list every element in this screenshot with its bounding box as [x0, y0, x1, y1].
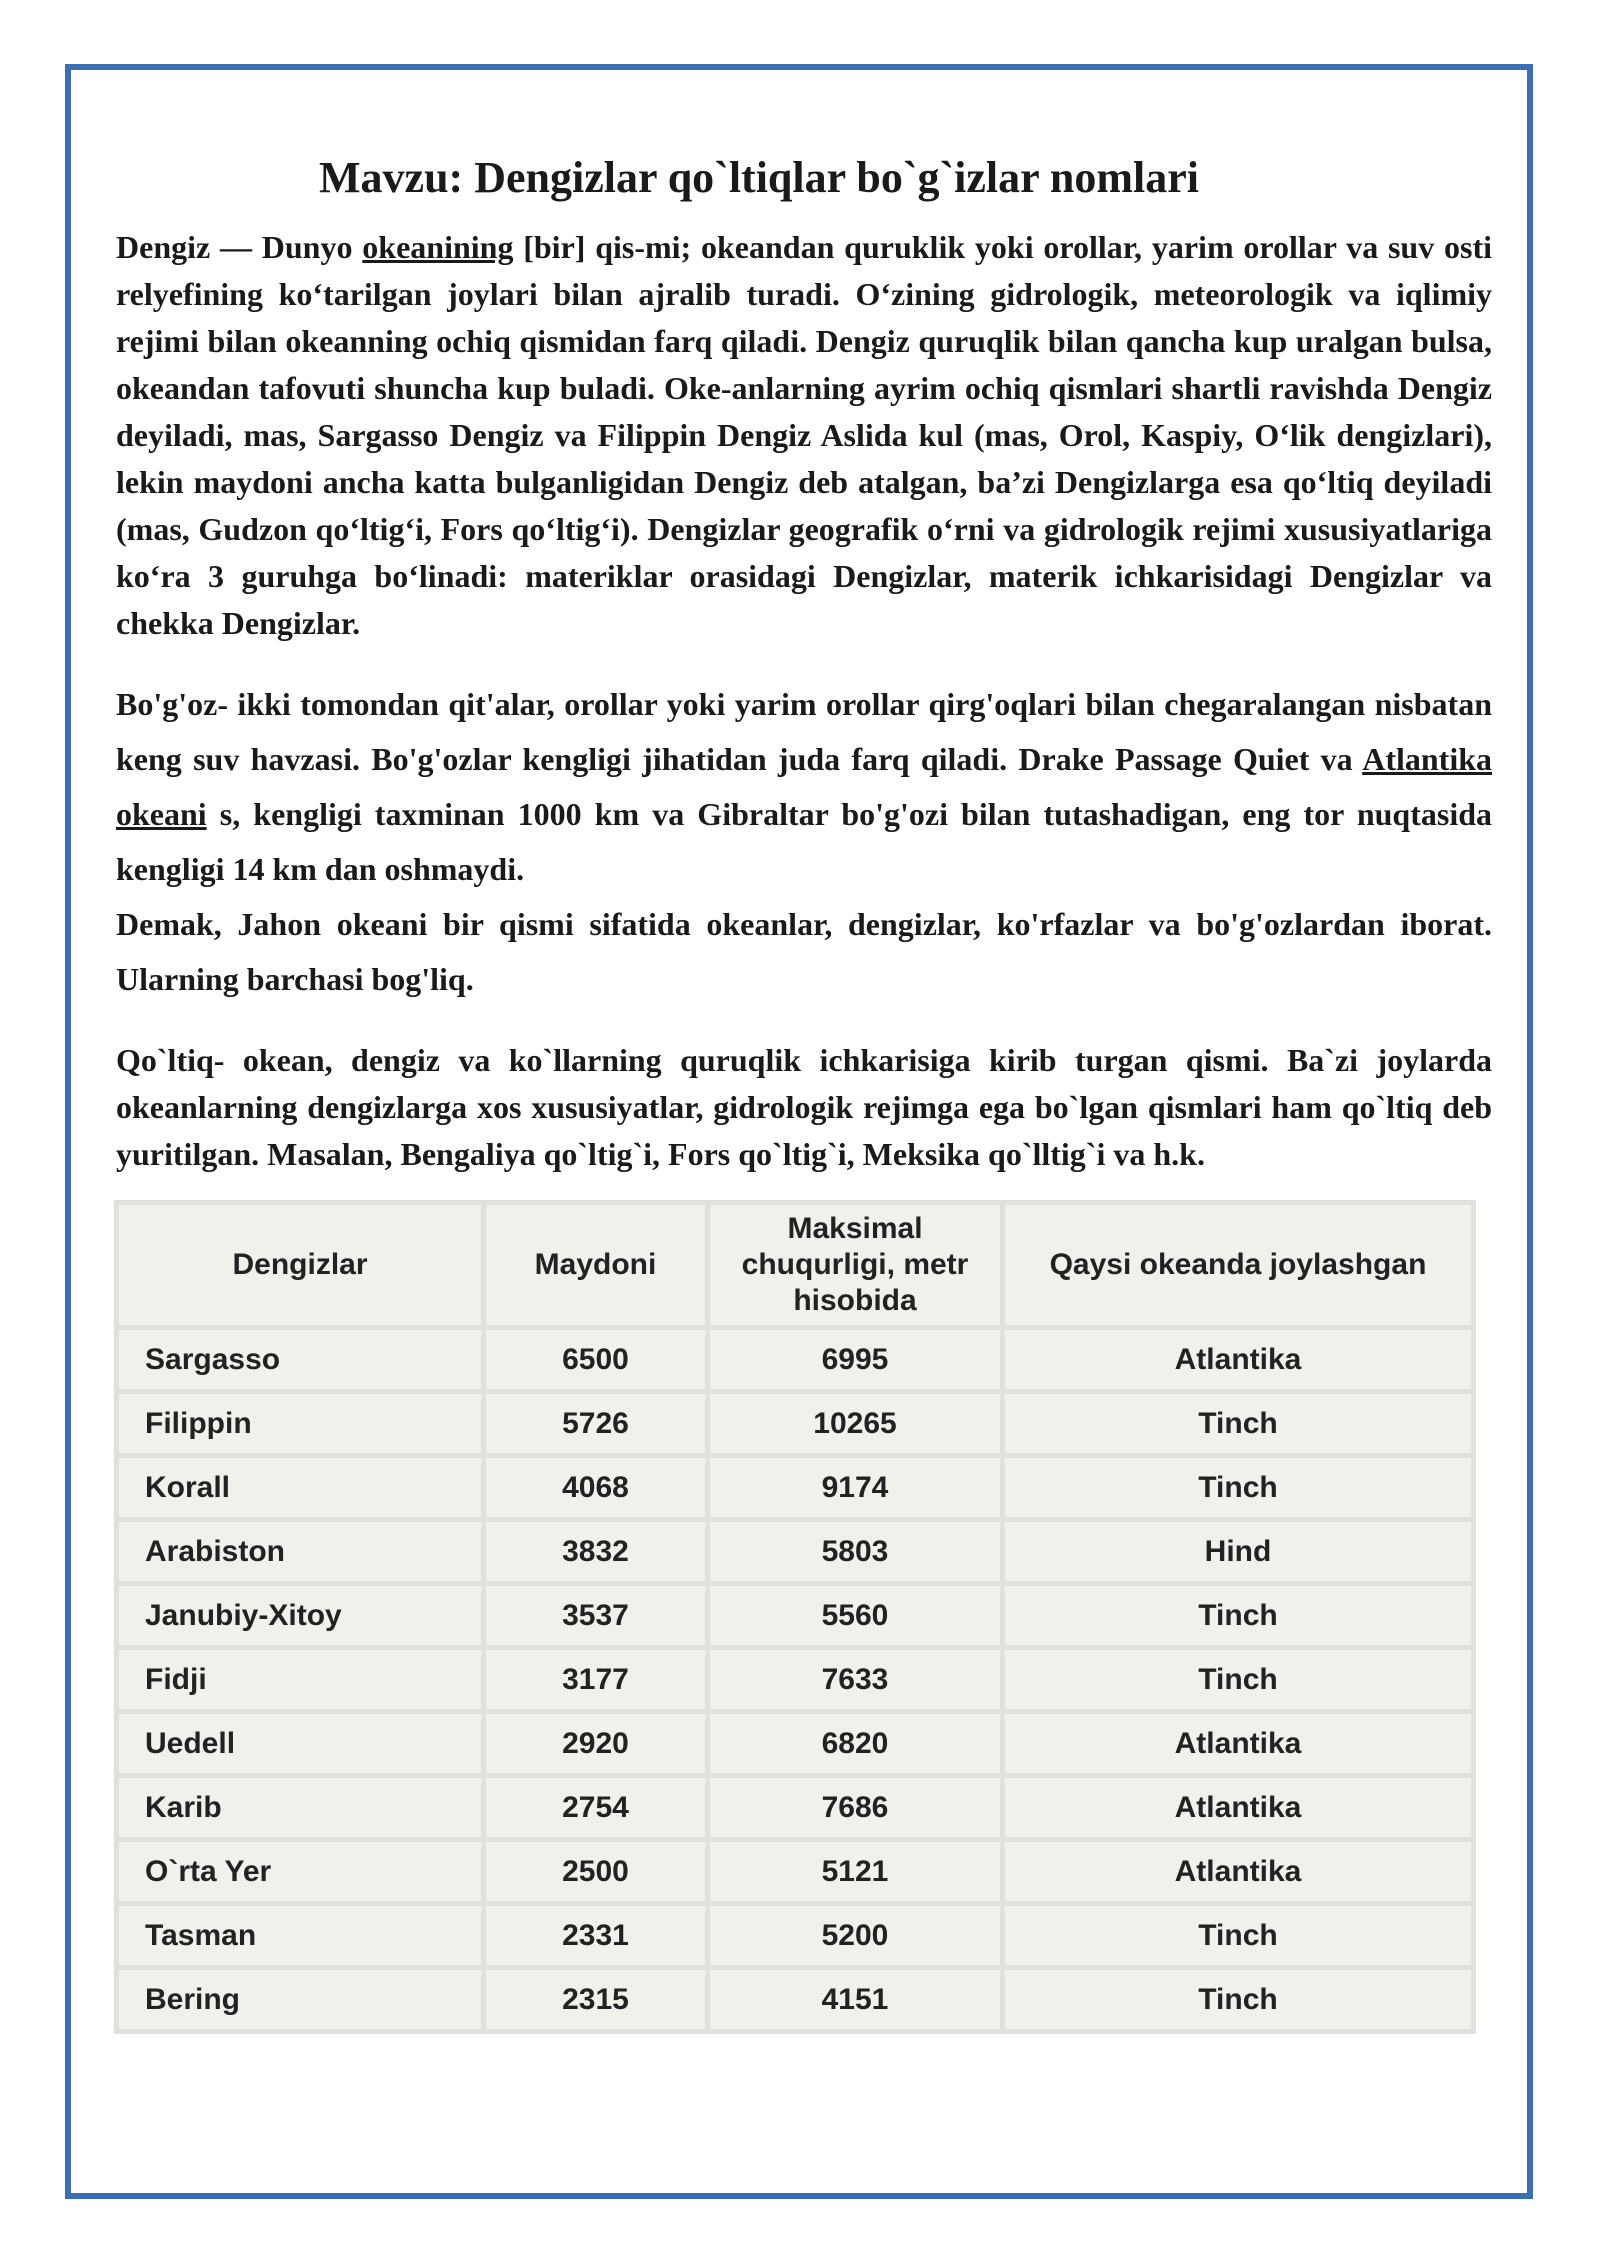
okeanining-link[interactable]: okeanining: [362, 229, 514, 265]
table-cell: 2920: [486, 1714, 705, 1773]
table-cell: Filippin: [119, 1394, 481, 1453]
table-row: [119, 1650, 1471, 1709]
table-cell: 2500: [486, 1842, 705, 1901]
table-cell: 2754: [486, 1778, 705, 1837]
table-cell: 4068: [486, 1458, 705, 1517]
table-row: [119, 1586, 1471, 1645]
column-header: Qaysi okeanda joylashgan: [1005, 1205, 1471, 1325]
table-cell: 3832: [486, 1522, 705, 1581]
table-cell: 6995: [710, 1330, 1000, 1389]
table-cell: 3537: [486, 1586, 705, 1645]
document-body: [116, 150, 1492, 2034]
table-row: [119, 1906, 1471, 1965]
table-cell: Atlantika: [1005, 1842, 1471, 1901]
paragraph-bogoz: [116, 677, 1492, 897]
table-cell: Tinch: [1005, 1906, 1471, 1965]
table-cell: Janubiy-Xitoy: [119, 1586, 481, 1645]
table-cell: Atlantika: [1005, 1714, 1471, 1773]
table-cell: Atlantika: [1005, 1330, 1471, 1389]
table-cell: 7686: [710, 1778, 1000, 1837]
table-cell: Korall: [119, 1458, 481, 1517]
table-cell: 7633: [710, 1650, 1000, 1709]
table-cell: Tinch: [1005, 1586, 1471, 1645]
page-title: Mavzu: Dengizlar qo`ltiqlar bo`g`izlar nomlari: [319, 153, 1199, 202]
table-header-row: [119, 1205, 1471, 1325]
column-header: Dengizlar: [119, 1205, 481, 1325]
atlantika-okeani-link[interactable]: Atlantika okeani: [116, 741, 1492, 832]
paragraph-demak: Demak, Jahon okeani bir qismi sifatida okeanlar, dengizlar, ko'rfazlar va bo'g'ozlardan iborat. Ularning barchasi bog'liq.: [116, 906, 1492, 997]
paragraph-dengiz: [116, 224, 1492, 647]
table-cell: 10265: [710, 1394, 1000, 1453]
table-cell: 9174: [710, 1458, 1000, 1517]
table-cell: Fidji: [119, 1650, 481, 1709]
table-cell: Karib: [119, 1778, 481, 1837]
table-row: [119, 1394, 1471, 1453]
table-cell: Hind: [1005, 1522, 1471, 1581]
paragraph-text: Bo'g'oz- ikki tomondan qit'alar, orollar yoki yarim orollar qirg'oqlari bilan chegaralangan nisbatan keng suv havzasi. Bo'g'ozlar kengligi jihatidan juda farq qiladi. Drake Passage Quiet va: [116, 686, 1492, 777]
column-header: Maksimal chuqurligi, metr hisobida: [710, 1205, 1000, 1325]
table-cell: 2315: [486, 1970, 705, 2029]
seas-table: [114, 1200, 1476, 2034]
table-row: [119, 1714, 1471, 1773]
table-row: [119, 1970, 1471, 2029]
table-cell: 6820: [710, 1714, 1000, 1773]
table-cell: 5803: [710, 1522, 1000, 1581]
table-cell: 2331: [486, 1906, 705, 1965]
table-cell: Uedell: [119, 1714, 481, 1773]
table-cell: Tinch: [1005, 1458, 1471, 1517]
table-cell: 5121: [710, 1842, 1000, 1901]
table-cell: Atlantika: [1005, 1778, 1471, 1837]
table-cell: Sargasso: [119, 1330, 481, 1389]
table-cell: Arabiston: [119, 1522, 481, 1581]
table-cell: Tinch: [1005, 1394, 1471, 1453]
table-cell: 6500: [486, 1330, 705, 1389]
table-cell: Tasman: [119, 1906, 481, 1965]
paragraph-qoltiq: Qo`ltiq- okean, dengiz va ko`llarning quruqlik ichkarisiga kirib turgan qismi. Ba`zi joylarda okeanlarning dengizlarga xos xususiyatlar, gidrologik rejimga ega bo`lgan qismlari ham qo`ltiq deb yuritilgan. Masalan, Bengaliya qo`ltig`i, Fors qo`ltig`i, Meksika qo`lltig`i va h.k.: [116, 1042, 1492, 1172]
column-header: Maydoni: [486, 1205, 705, 1325]
paragraph-text: s, kengligi taxminan 1000 km va Gibraltar bo'g'ozi bilan tutashadigan, eng tor nuqtasida kengligi 14 km dan oshmaydi.: [116, 796, 1492, 887]
table-row: [119, 1778, 1471, 1837]
table-row: [119, 1330, 1471, 1389]
paragraph-text: Dengiz — Dunyo: [116, 229, 363, 265]
table-cell: 5200: [710, 1906, 1000, 1965]
table-cell: 5560: [710, 1586, 1000, 1645]
table-row: [119, 1522, 1471, 1581]
table-cell: 3177: [486, 1650, 705, 1709]
table-cell: 5726: [486, 1394, 705, 1453]
table-cell: Tinch: [1005, 1970, 1471, 2029]
table-row: [119, 1458, 1471, 1517]
table-cell: Bering: [119, 1970, 481, 2029]
table-cell: Tinch: [1005, 1650, 1471, 1709]
table-cell: O`rta Yer: [119, 1842, 481, 1901]
paragraph-text: [bir] qis-mi; okeandan quruklik yoki orollar, yarim orollar va suv osti relyefining ko‘tarilgan joylari bilan ajralib turadi. O‘zining gidrologik, meteorologik va iqlimiy rejimi bilan okeanning ochiq qismidan farq qiladi. Dengiz quruqlik bilan qancha kup uralgan bulsa, okeandan tafovuti shuncha kup buladi. Oke-anlarning ayrim ochiq qismlari shartli ravishda Dengiz deyiladi, mas, Sargasso Dengiz va Filippin Dengiz Aslida kul (mas, Orol, Kaspiy, O‘lik dengizlari), lekin maydoni ancha katta bulganligidan Dengiz deb atalgan, ba’zi Dengizlarga esa qo‘ltiq deyiladi (mas, Gudzon qo‘ltig‘i, Fors qo‘ltig‘i). Dengizlar geografik o‘rni va gidrologik rejimi xususiyatlariga ko‘ra 3 guruhga bo‘linadi: materiklar orasidagi Dengizlar, materik ichkarisidagi Dengizlar va chekka Dengizlar.: [116, 229, 1493, 641]
table-row: [119, 1842, 1471, 1901]
table-cell: 4151: [710, 1970, 1000, 2029]
